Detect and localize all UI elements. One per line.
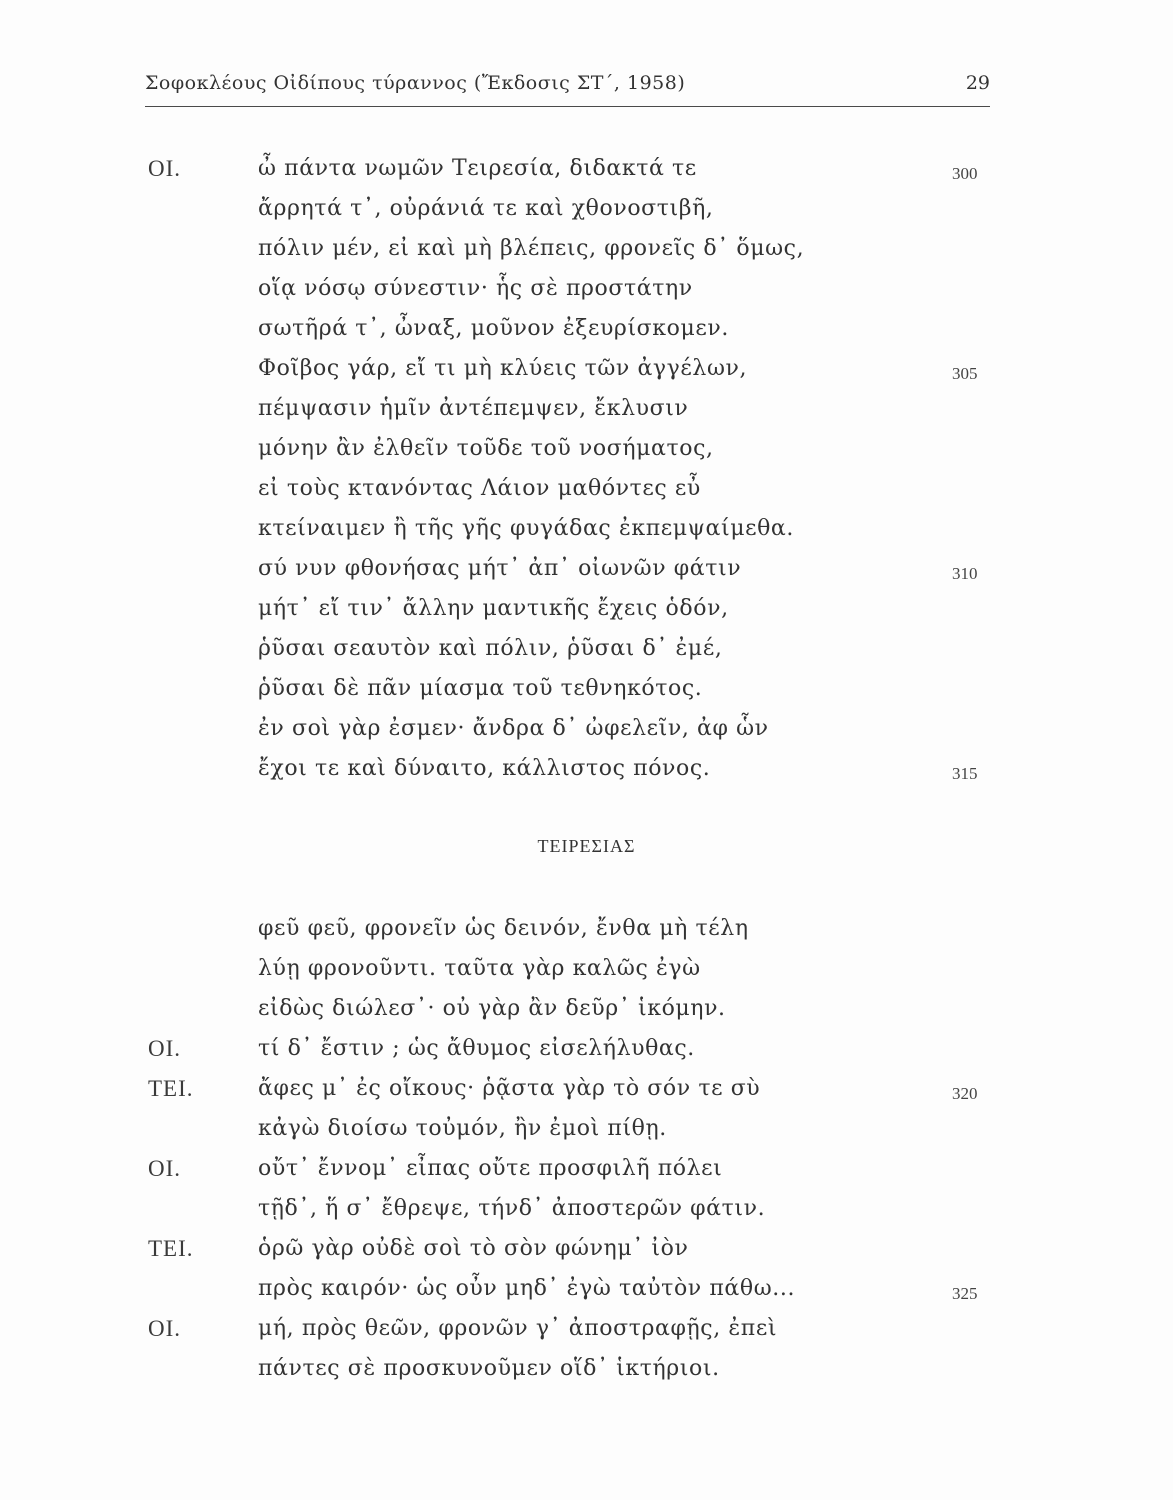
verse-text: εἰδὼς διώλεσ᾿· οὐ γὰρ ἂν δεῦρ᾿ ἱκόμην. bbox=[258, 996, 726, 1021]
speaker-label: ΤΕΙ. bbox=[148, 1076, 194, 1101]
verse-line bbox=[0, 356, 1173, 396]
verse-line bbox=[0, 1276, 1173, 1316]
verse-text: πέμψασιν ἡμῖν ἀντέπεμψεν, ἔκλυσιν bbox=[258, 396, 689, 421]
line-number: 300 bbox=[952, 164, 978, 183]
speaker-label: ΟΙ. bbox=[148, 1156, 182, 1181]
verse-line bbox=[0, 676, 1173, 716]
verse-text: εἰ τοὺς κτανόντας Λάιον μαθόντες εὖ bbox=[258, 476, 701, 501]
verse-line bbox=[0, 636, 1173, 676]
verse-text: κἀγὼ διοίσω τοὐμόν, ἢν ἐμοὶ πίθῃ. bbox=[258, 1116, 667, 1141]
speaker-label: ΟΙ. bbox=[148, 1316, 182, 1341]
verse-text: Φοῖβος γάρ, εἴ τι μὴ κλύεις τῶν ἀγγέλων, bbox=[258, 356, 748, 381]
verse-line bbox=[0, 716, 1173, 756]
line-number: 315 bbox=[952, 764, 978, 783]
page-number: 29 bbox=[965, 72, 990, 94]
verse-text: πόλιν μέν, εἰ καὶ μὴ βλέπεις, φρονεῖς δ᾿ ὅμως, bbox=[258, 236, 805, 261]
speaker-label: ΤΕΙ. bbox=[148, 1236, 194, 1261]
verse-line bbox=[0, 196, 1173, 236]
verse-text: οὔτ᾿ ἔννομ᾿ εἶπας οὔτε προσφιλῆ πόλει bbox=[258, 1156, 723, 1181]
verse-line bbox=[0, 1116, 1173, 1156]
verse-line bbox=[0, 1156, 1173, 1196]
verse-text: φεῦ φεῦ, φρονεῖν ὡς δεινόν, ἔνθα μὴ τέλη bbox=[258, 916, 749, 941]
verse-line bbox=[0, 276, 1173, 316]
line-number: 305 bbox=[952, 364, 978, 383]
line-number: 320 bbox=[952, 1084, 978, 1103]
header-title: Σοφοκλέους Οἰδίπους τύραννος (Ἔκδοσις ΣΤ΄, 1958) bbox=[145, 72, 686, 94]
verse-line bbox=[0, 1076, 1173, 1116]
verse-text: κτείναιμεν ἢ τῆς γῆς φυγάδας ἐκπεμψαίμεθα. bbox=[258, 516, 794, 541]
verse-text: ῥῦσαι δὲ πᾶν μίασμα τοῦ τεθνηκότος. bbox=[258, 676, 703, 701]
verse-text: λύῃ φρονοῦντι. ταῦτα γὰρ καλῶς ἐγὼ bbox=[258, 956, 701, 981]
speaker-label: ΟΙ. bbox=[148, 1036, 182, 1061]
verse-text: ἄφες μ᾿ ἐς οἴκους· ῥᾷστα γὰρ τὸ σόν τε σὺ bbox=[258, 1076, 761, 1101]
verse-text: μή, πρὸς θεῶν, φρονῶν γ᾿ ἀποστραφῇς, ἐπεὶ bbox=[258, 1316, 778, 1341]
verse-line bbox=[0, 1236, 1173, 1276]
verse-text: ὁρῶ γὰρ οὐδὲ σοὶ τὸ σὸν φώνημ᾿ ἰὸν bbox=[258, 1236, 689, 1261]
section-heading: ΤΕΙΡΕΣΙΑΣ bbox=[537, 836, 636, 856]
verse-text: ἔχοι τε καὶ δύναιτο, κάλλιστος πόνος. bbox=[258, 756, 711, 781]
verse-text: οἵᾳ νόσῳ σύνεστιν· ἧς σὲ προστάτην bbox=[258, 276, 693, 301]
verse-line bbox=[0, 1356, 1173, 1396]
verse-line bbox=[0, 1036, 1173, 1076]
verse-text: σύ νυν φθονήσας μήτ᾿ ἀπ᾿ οἰωνῶν φάτιν bbox=[258, 556, 742, 581]
verse-line bbox=[0, 316, 1173, 356]
verse-line bbox=[0, 756, 1173, 796]
verse-line bbox=[0, 956, 1173, 996]
verse-text: τί δ᾿ ἔστιν ; ὡς ἄθυμος εἰσελήλυθας. bbox=[258, 1036, 695, 1061]
verse-line bbox=[0, 396, 1173, 436]
line-number: 325 bbox=[952, 1284, 978, 1303]
verse-line bbox=[0, 1316, 1173, 1356]
verse-line bbox=[0, 996, 1173, 1036]
verse-text: ῥῦσαι σεαυτὸν καὶ πόλιν, ῥῦσαι δ᾿ ἐμέ, bbox=[258, 636, 723, 661]
running-header bbox=[145, 70, 990, 107]
verse-line bbox=[0, 596, 1173, 636]
verse-line bbox=[0, 516, 1173, 556]
speaker-label: ΟΙ. bbox=[148, 156, 182, 181]
verse-text: τῇδ᾿, ἥ σ᾿ ἔθρεψε, τήνδ᾿ ἀποστερῶν φάτιν. bbox=[258, 1196, 766, 1221]
verse-line bbox=[0, 556, 1173, 596]
verse-line bbox=[0, 236, 1173, 276]
verse-text: πρὸς καιρόν· ὡς οὖν μηδ᾿ ἐγὼ ταὐτὸν πάθω... bbox=[258, 1276, 796, 1301]
verse-text: μόνην ἂν ἐλθεῖν τοῦδε τοῦ νοσήματος, bbox=[258, 436, 714, 461]
verse-line bbox=[0, 156, 1173, 196]
line-number: 310 bbox=[952, 564, 978, 583]
verse-line bbox=[0, 916, 1173, 956]
verse-line bbox=[0, 476, 1173, 516]
verse-text: μήτ᾿ εἴ τιν᾿ ἄλλην μαντικῆς ἔχεις ὁδόν, bbox=[258, 596, 729, 621]
verse-line bbox=[0, 436, 1173, 476]
verse-text: σωτῆρά τ᾿, ὦναξ, μοῦνον ἐξευρίσκομεν. bbox=[258, 316, 729, 341]
verse-text: πάντες σὲ προσκυνοῦμεν οἵδ᾿ ἱκτήριοι. bbox=[258, 1356, 720, 1381]
verse-text: ὦ πάντα νωμῶν Τειρεσία, διδακτά τε bbox=[258, 156, 697, 181]
verse-text: ἄρρητά τ᾿, οὐράνιά τε καὶ χθονοστιβῆ, bbox=[258, 196, 714, 221]
verse-line bbox=[0, 1196, 1173, 1236]
verse-text: ἐν σοὶ γὰρ ἐσμεν· ἄνδρα δ᾿ ὠφελεῖν, ἀφ ὧν bbox=[258, 716, 769, 741]
